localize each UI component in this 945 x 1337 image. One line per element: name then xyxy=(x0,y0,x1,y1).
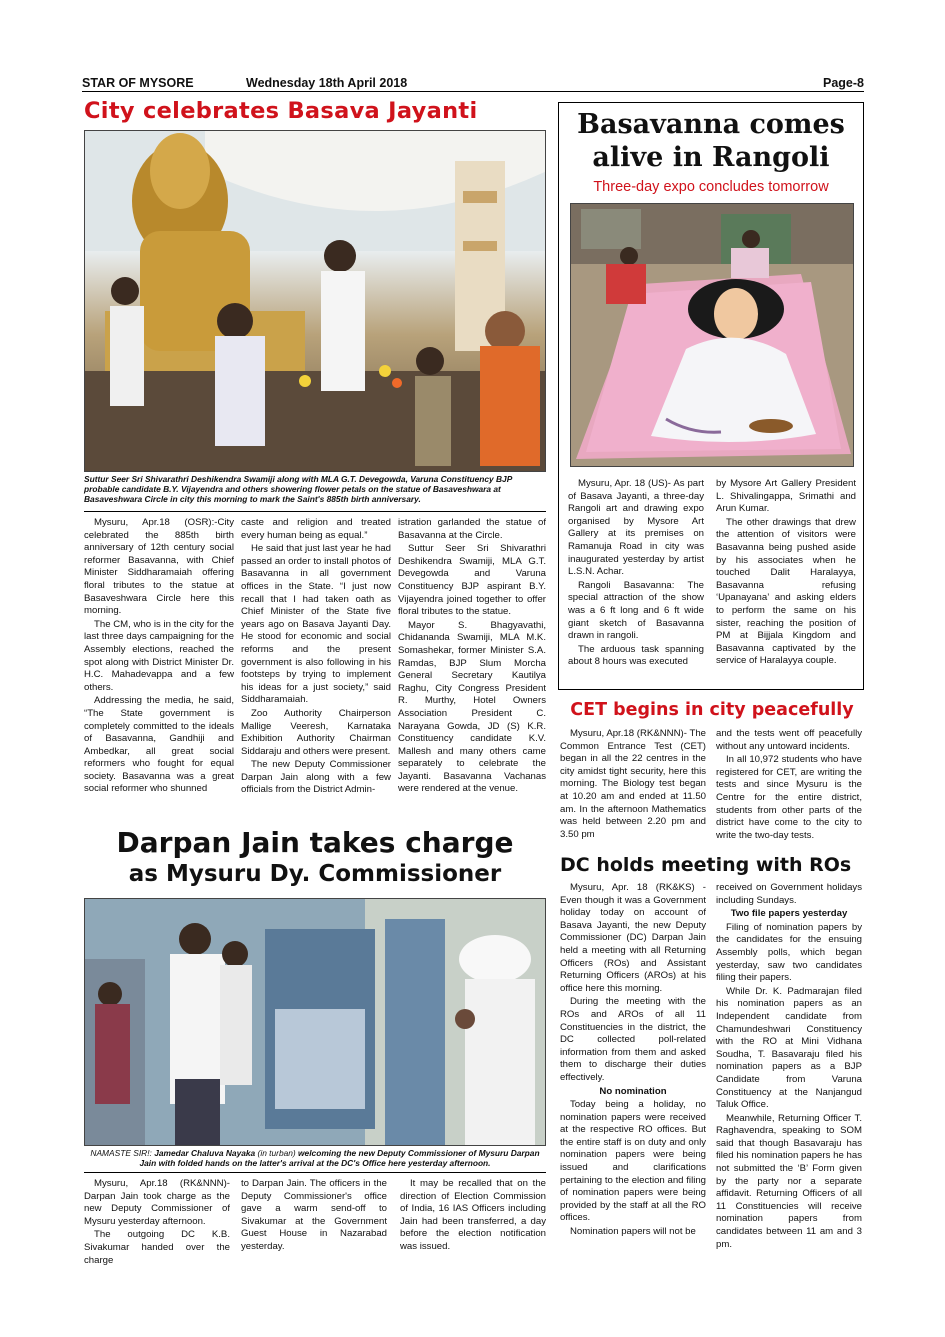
cet-column-1 xyxy=(560,728,706,854)
rangoli-headline xyxy=(560,108,862,174)
darpan-photo-illustration xyxy=(85,899,546,1146)
dc-subhead-no-nomination: No nomination xyxy=(599,1085,667,1097)
rangoli-column-2 xyxy=(716,478,856,686)
darpan-column-2 xyxy=(241,1178,387,1268)
paragraph: It may be recalled that on the direction of Election Commission of India, 16 IAS Officers including Jain had been transferred, a day before the election notification was issued. xyxy=(400,1178,546,1252)
rangoli-subhead: Three-day expo concludes tomorrow xyxy=(593,179,829,195)
paper-name: STAR OF MYSORE xyxy=(82,76,194,90)
caption-rule xyxy=(84,1172,546,1173)
basava-statue-photo xyxy=(84,130,546,472)
paragraph: Suttur Seer Sri Shivarathri Deshikendra Swamiji, MLA G.T. Devegowda and Varuna Constituency BJP aspirant B.Y. Vijayendra joined together to offer floral tributes to the statue. xyxy=(398,543,546,618)
basava-column-1 xyxy=(84,517,234,831)
caption-paren: (in turban) xyxy=(257,1148,296,1158)
paragraph: Mayor S. Bhagyavathi, Chidananda Swamiji, MLA M.K. Somashekar, former Minister S.A. Ramdas, BJP Slum Morcha General Secretary Kautilya Raghu, City Congress President R. Murthy, Hotel Owners Association President C. Narayana Gowda, JD (S) K.R. Constituency candidate K.V. Mallesh and many others came separately to celebrate the Jayanti. Basavanna Vachanas were rendered at the venue. xyxy=(398,619,546,795)
rangoli-headline-line-2: alive in Rangoli xyxy=(592,142,830,173)
paragraph: Mysuru, Apr. 18 (US)- As part of Basava Jayanti, a three-day Rangoli art and drawing expo organised by Mysore Art Gallery at its premises on Ramanuja Road in city was inaugurated yesterday by artist L.S.N. Achar. xyxy=(568,478,704,578)
darpan-photo xyxy=(84,898,546,1146)
paragraph: During the meeting with the ROs and AROs of all 11 Constituencies in the district, the DC collected poll-related information from them and asked them to discharge their duties effectively. xyxy=(560,996,706,1083)
basava-photo-illustration xyxy=(85,131,546,472)
dc-column-1 xyxy=(560,882,706,1268)
darpan-photo-caption xyxy=(84,1148,546,1168)
paragraph: Meanwhile, Returning Officer T. Raghavendra, speaking to SOM said that though Basavaraju has filed his nomination papers he has not submitted the ‘B’ Form given by the party nor a separate affidavit. Returning Officers of all 11 Constituencies will receive nomination papers from candidates between 11 am and 3 pm. xyxy=(716,1112,862,1250)
paragraph: The arduous task spanning about 8 hours was executed xyxy=(568,643,704,668)
paragraph: Mysuru, Apr.18 (RK&NNN)- The Common Entrance Test (CET) began in all the 22 centres in the city amidst tight security, here this morning. The Biology test began at 10.20 am and ended at 11.50 am. In the afternoon Mathematics was held between 2.20 pm and 3.50 pm xyxy=(560,728,706,840)
caption-lead: NAMASTE SIR!: xyxy=(90,1148,152,1158)
paragraph: by Mysore Art Gallery President L. Shivalingappa, Srimathi and Arun Kumar. xyxy=(716,478,856,515)
paragraph: Rangoli Basavanna: The special attraction of the show was a 6 ft long and 6 ft wide giant sketch of Basavanna drawn in rangoli. xyxy=(568,579,704,642)
darpan-headline xyxy=(84,826,546,889)
issue-date: Wednesday 18th April 2018 xyxy=(246,76,408,90)
masthead xyxy=(82,76,864,92)
basava-column-2 xyxy=(241,517,391,831)
paragraph: Mysuru, Apr.18 (RK&NNN)- Darpan Jain took charge as the new Deputy Commissioner of Mysuru yesterday afternoon. xyxy=(84,1178,230,1227)
paragraph: Today being a holiday, no nomination papers were received at the respective RO offices. But the entire staff is on duty and only nomination papers were being issued and clarifications pertaining to the election and filing of nomination papers were being provided by the staff at all the RO offices. xyxy=(560,1099,706,1224)
paragraph: Filing of nomination papers by the candidates for the ensuing Assembly polls, which began yesterday, saw two candidates filing their papers. xyxy=(716,921,862,984)
caption-rest: welcoming the new Deputy Commissioner of Mysuru Darpan Jain with folded hands on the latter's arrival at the DC's Office here yesterday afternoon. xyxy=(139,1148,540,1169)
paragraph: caste and religion and treated every human being as equal.” xyxy=(241,517,391,541)
caption-rule xyxy=(84,511,546,512)
rangoli-headline-line-1: Basavanna comes xyxy=(577,109,845,140)
paragraph: received on Government holidays including Sundays. xyxy=(716,882,862,906)
cet-column-2 xyxy=(716,728,862,854)
dc-headline: DC holds meeting with ROs xyxy=(560,854,852,876)
paragraph: The outgoing DC K.B. Sivakumar handed over the charge xyxy=(84,1229,230,1266)
paragraph: The CM, who is in the city for the last three days campaigning for the Assembly elections, reached the spot along with District Minister Dr. H.C. Mahadevappa and a few others. xyxy=(84,618,234,693)
darpan-column-3 xyxy=(400,1178,546,1268)
paragraph: The other drawings that drew the attention of visitors were Basavanna being pushed aside by his associates when he touched Dalit Haralayya, Basavanna refusing ‘Upanayana’ and asking elders to perform the same on his sister, reaching the position of PM at Bijjala Kingdom and Basavanna captivated by the service of Haralayya couple. xyxy=(716,516,856,667)
dc-subhead-two-file: Two file papers yesterday xyxy=(730,908,848,920)
paragraph: While Dr. K. Padmarajan filed his nomination papers as an Independent candidate from Chamundeshwari Constituency with the RO at Mini Vidhana Soudha, T. Basavaraju filed his nomination papers as a BJP Candidate from Varuna Constituency at the Nanjangud Taluk Office. xyxy=(716,985,862,1111)
caption-name: Jamedar Chaluva Nayaka xyxy=(154,1148,256,1158)
basava-photo-caption: Suttur Seer Sri Shivarathri Deshikendra Swamiji along with MLA G.T. Devegowda, Varuna Constituency BJP probable candidate B.Y. Vijayendra and others showering flower petals on the statue of Basaveshwara at Basaveshwara Circle in city this morning to mark the Saint's 885th birth anniversary. xyxy=(84,474,512,505)
page-number: Page-8 xyxy=(823,76,864,90)
darpan-headline-line-1: Darpan Jain takes charge xyxy=(116,826,514,859)
paragraph: He said that just last year he had passed an order to install photos of Basavanna in all government offices in the State. “I just now recall that I had taken oath as Chief Minister of the State five years ago on Basava Jayanti Day. He stood for economic and social reforms and the present government is also following in his footsteps by trying to implement his ideas for a just society,” said Siddharamaiah. xyxy=(241,543,391,706)
dc-column-2 xyxy=(716,882,862,1268)
paragraph: Addressing the media, he said, “The State government is completely committed to the ideals of Basavanna, Gandhiji and Ambedkar, all great social reformers who fought for equal society. Basavanna was a great social reformer who shunned xyxy=(84,695,234,795)
paragraph: Mysuru, Apr.18 (OSR):-City celebrated the 885th birth anniversary of 12th century social reformer Basavanna, with Chief Minister Siddharamaiah offering floral tributes to the statue at Basaveshwara Circle here this morning. xyxy=(84,517,234,617)
rangoli-photo xyxy=(570,203,854,467)
basava-headline: City celebrates Basava Jayanti xyxy=(84,98,478,124)
basava-column-3 xyxy=(398,517,546,831)
paragraph: In all 10,972 students who have registered for CET, are writing the tests and since Mysuru is the Centre for the entire district, students from other parts of the district have come to the city to write the two-day tests. xyxy=(716,754,862,841)
paragraph: and the tests went off peacefully without any untoward incidents. xyxy=(716,728,862,752)
paragraph: Mysuru, Apr. 18 (RK&KS) - Even though it was a Government holiday today on account of Basava Jayanti, the new Deputy Commissioner (DC) Darpan Jain held a meeting with all Returning Officers (ROs) and Assistant Returning Officers (AROs) at his office here this morning. xyxy=(560,882,706,994)
darpan-headline-line-2: as Mysuru Dy. Commissioner xyxy=(128,861,502,887)
rangoli-illustration xyxy=(571,204,854,467)
paragraph: Zoo Authority Chairperson Mallige Veeresh, Karnataka Exhibition Authority Chairman Siddaraju and others were present. xyxy=(241,707,391,757)
paragraph: Nomination papers will not be xyxy=(570,1226,696,1238)
paragraph: The new Deputy Commissioner Darpan Jain along with a few officials from the District Admin- xyxy=(241,759,391,796)
paragraph: istration garlanded the statue of Basavanna at the Circle. xyxy=(398,517,546,541)
darpan-column-1 xyxy=(84,1178,230,1268)
paragraph: to Darpan Jain. The officers in the Deputy Commissioner's office gave a warm send-off to Sivakumar at the Government Guest House in Nazarabad yesterday. xyxy=(241,1178,387,1252)
cet-headline: CET begins in city peacefully xyxy=(570,700,854,720)
rangoli-column-1 xyxy=(568,478,704,686)
